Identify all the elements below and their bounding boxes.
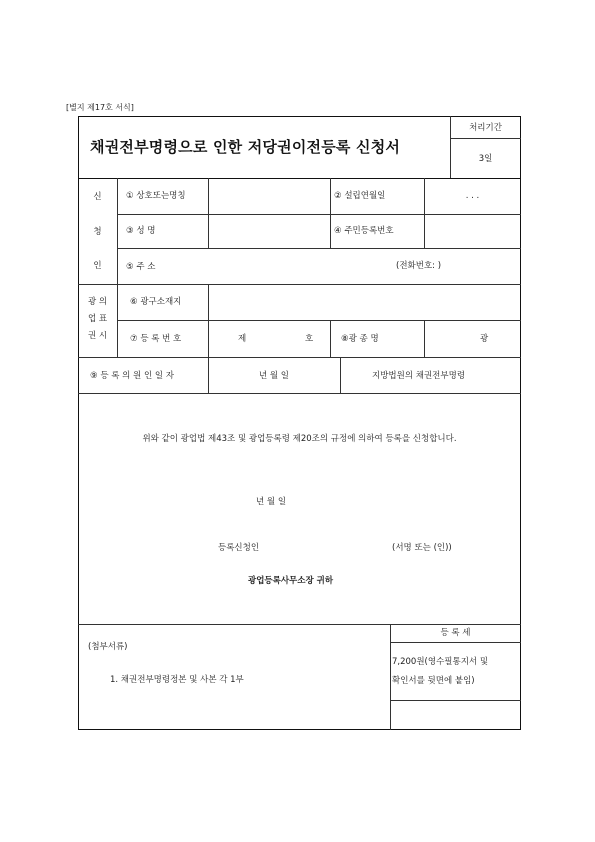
applicant-signature-label: 등록신청인 (218, 543, 260, 553)
mid-col-line-b (330, 320, 331, 357)
cause-date-field[interactable]: 년 월 일 (258, 371, 290, 381)
resident-number-field[interactable] (426, 216, 519, 246)
mine-location-field[interactable] (210, 286, 519, 318)
founding-date-field[interactable]: . . . (465, 191, 480, 201)
processing-divider (450, 138, 521, 139)
row-line-7 (78, 624, 521, 625)
name-field[interactable] (210, 216, 328, 246)
application-statement: 위와 같이 광업법 제43조 및 광업등록령 제20조의 규정에 의하여 등록을 신청합니다. (142, 434, 457, 444)
name-label: ③ 성 명 (126, 226, 156, 236)
addressee: 광업등록사무소장 귀하 (248, 576, 334, 586)
founding-date-label: ② 설립연월일 (334, 191, 386, 201)
fee-col-line (390, 624, 391, 730)
court-order-label: 지방법원의 채권전부명령 (372, 371, 466, 381)
registration-number-suffix: 호 (305, 334, 314, 344)
side-col-line (117, 178, 118, 357)
row-line-4 (117, 320, 521, 321)
processing-period-value: 3일 (478, 154, 493, 164)
row-line-1 (117, 214, 521, 215)
company-name-label: ① 상호또는명칭 (126, 191, 186, 201)
mine-location-label: ⑥ 광구소재지 (130, 297, 182, 307)
row-line-2 (117, 248, 521, 249)
registration-tax-header: 등 록 세 (440, 628, 471, 638)
label-col-line-a (208, 178, 209, 248)
applicant-side-char-1: 신 (93, 192, 102, 202)
application-date-line[interactable]: 년 월 일 (256, 497, 287, 507)
resident-number-label: ④ 주민등록번호 (334, 226, 394, 236)
registration-number-prefix: 제 (238, 334, 247, 344)
mid-col-line-a (330, 178, 331, 248)
registration-number-label: ⑦ 등 록 번 호 (130, 334, 182, 344)
signature-or-seal-label: (서명 또는 (인)) (392, 543, 452, 553)
address-label: ⑤ 주 소 (126, 262, 156, 272)
applicant-side-char-2: 청 (93, 227, 102, 237)
applicant-side-char-3: 인 (93, 261, 102, 271)
row-line-5 (78, 357, 521, 358)
right-col-line-a (424, 178, 425, 248)
mining-right-side-line-3: 권 시 (87, 331, 108, 341)
phone-number-label[interactable]: (전화번호: ) (396, 261, 442, 271)
registration-tax-line-2: 확인서를 뒷면에 붙임) (392, 676, 475, 686)
row-line-3 (78, 284, 521, 285)
attachments-header: (첨부서류) (88, 642, 128, 652)
fee-header-line (390, 642, 521, 643)
mining-right-side-line-2: 업 표 (87, 314, 108, 324)
processing-period-label: 처리기간 (469, 123, 502, 133)
date-col-line-2 (340, 357, 341, 393)
right-col-line-b (424, 320, 425, 357)
fee-bottom-line (390, 700, 521, 701)
form-title: 채권전부명령으로 인한 저당권이전등록 신청서 (90, 138, 401, 156)
mineral-name-suffix[interactable]: 광 (480, 334, 489, 344)
cause-date-label: ⑨ 등 록 의 원 인 일 자 (90, 371, 175, 381)
registration-tax-line-1: 7,200원(영수필통지서 및 (392, 657, 489, 667)
row-line-6 (78, 393, 521, 394)
attachment-item-1: 1. 채권전부명령정본 및 사본 각 1부 (110, 675, 244, 685)
mineral-name-label: ⑧광 종 명 (341, 334, 379, 344)
mining-right-side-line-1: 광 의 (87, 297, 108, 307)
form-number-tag: [별지 제17호 서식] (66, 103, 134, 112)
company-name-field[interactable] (210, 181, 328, 212)
header-bottom-line (78, 178, 521, 179)
label-col-line-b (208, 284, 209, 357)
